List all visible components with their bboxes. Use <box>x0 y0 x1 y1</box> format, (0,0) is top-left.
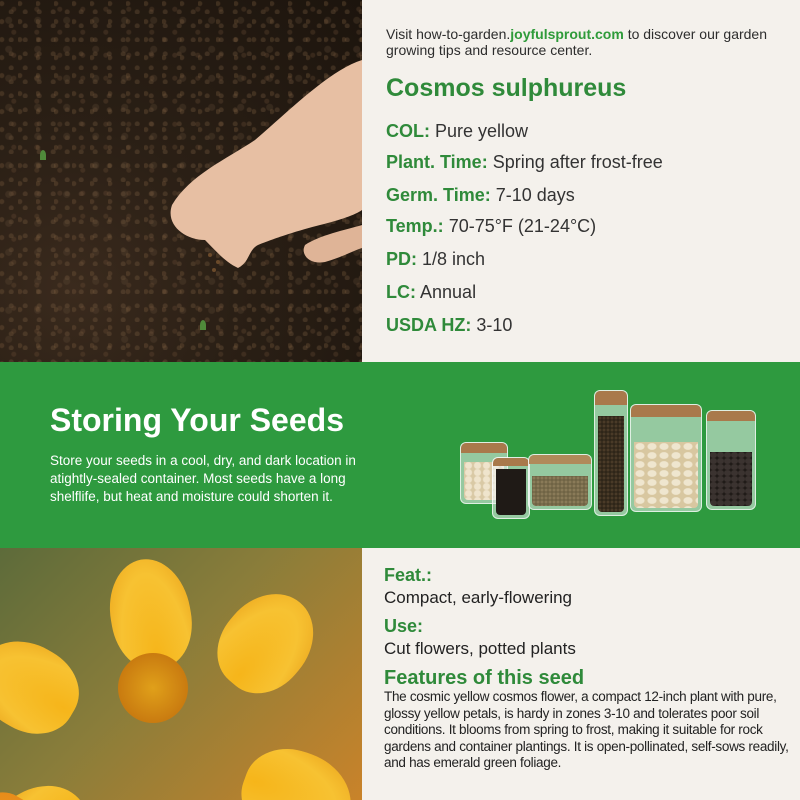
spec-label: USDA HZ: <box>386 315 472 335</box>
hand-icon <box>0 0 362 362</box>
spec-value: Annual <box>420 282 477 302</box>
jar-sunflower-seeds <box>706 410 756 510</box>
jar-pumpkin-seeds <box>630 404 702 512</box>
spec-label: Plant. Time: <box>386 152 488 172</box>
spec-value: 1/8 inch <box>422 249 486 269</box>
spec-label: COL: <box>386 121 430 141</box>
spec-value: 70-75°F (21-24°C) <box>448 216 597 236</box>
promo-prefix: Visit how-to-garden. <box>386 26 511 42</box>
yellow-cosmos-flower-photo <box>0 548 362 800</box>
spec-label: PD: <box>386 249 417 269</box>
use-label: Use: <box>384 616 424 636</box>
description-text: The cosmic yellow cosmos flower, a compact 12-inch plant with pure, glossy yellow petals, is hardy in zones 3-10 and tolerates poor soil conditions. It blooms from spring to frost, making it suitable for rock gardens and container plantings. It is open-pollinated, self-sows readily, and has emerald green foliage. <box>384 689 789 770</box>
spec-value: Pure yellow <box>435 121 529 141</box>
spec-label: Temp.: <box>386 216 444 236</box>
feat-value: Compact, early-flowering <box>384 588 573 607</box>
spec-value: 3-10 <box>476 315 513 335</box>
spec-hardiness-zone <box>386 315 786 336</box>
hand-sowing-seeds-photo <box>0 0 362 362</box>
plant-info-section <box>0 0 800 362</box>
storing-seeds-banner <box>0 362 800 548</box>
spec-life-cycle <box>386 282 786 303</box>
spec-planting-depth <box>386 249 786 270</box>
spec-value: Spring after frost-free <box>492 152 663 172</box>
spec-label: Germ. Time: <box>386 185 491 205</box>
spec-label: LC: <box>386 282 416 302</box>
spec-color <box>386 121 786 142</box>
storing-text: Store your seeds in a cool, dry, and dark location in atightly-sealed container. Most seeds have a long shelflife, but heat and moisture could shorten it. <box>50 453 356 504</box>
spec-germ-time <box>386 185 786 206</box>
spec-temperature <box>386 216 786 237</box>
jar-grain <box>528 454 592 510</box>
jar-black-seeds <box>492 457 530 519</box>
feat-label: Feat.: <box>384 565 433 585</box>
features-panel <box>384 565 794 772</box>
spec-plant-time <box>386 152 786 173</box>
use-value: Cut flowers, potted plants <box>384 639 576 658</box>
plant-name: Cosmos sulphureus <box>386 74 627 102</box>
site-link[interactable]: joyfulsprout.com <box>510 26 624 42</box>
storing-title: Storing Your Seeds <box>50 402 344 438</box>
flower-center <box>118 653 188 723</box>
promo-text <box>386 26 786 58</box>
plant-info-panel <box>386 26 786 336</box>
description-title: Features of this seed <box>384 667 585 689</box>
spec-value: 7-10 days <box>495 185 575 205</box>
promo-suffix: to discover our garden growing tips and resource center. <box>386 26 768 58</box>
jar-tall-seeds <box>594 390 628 516</box>
